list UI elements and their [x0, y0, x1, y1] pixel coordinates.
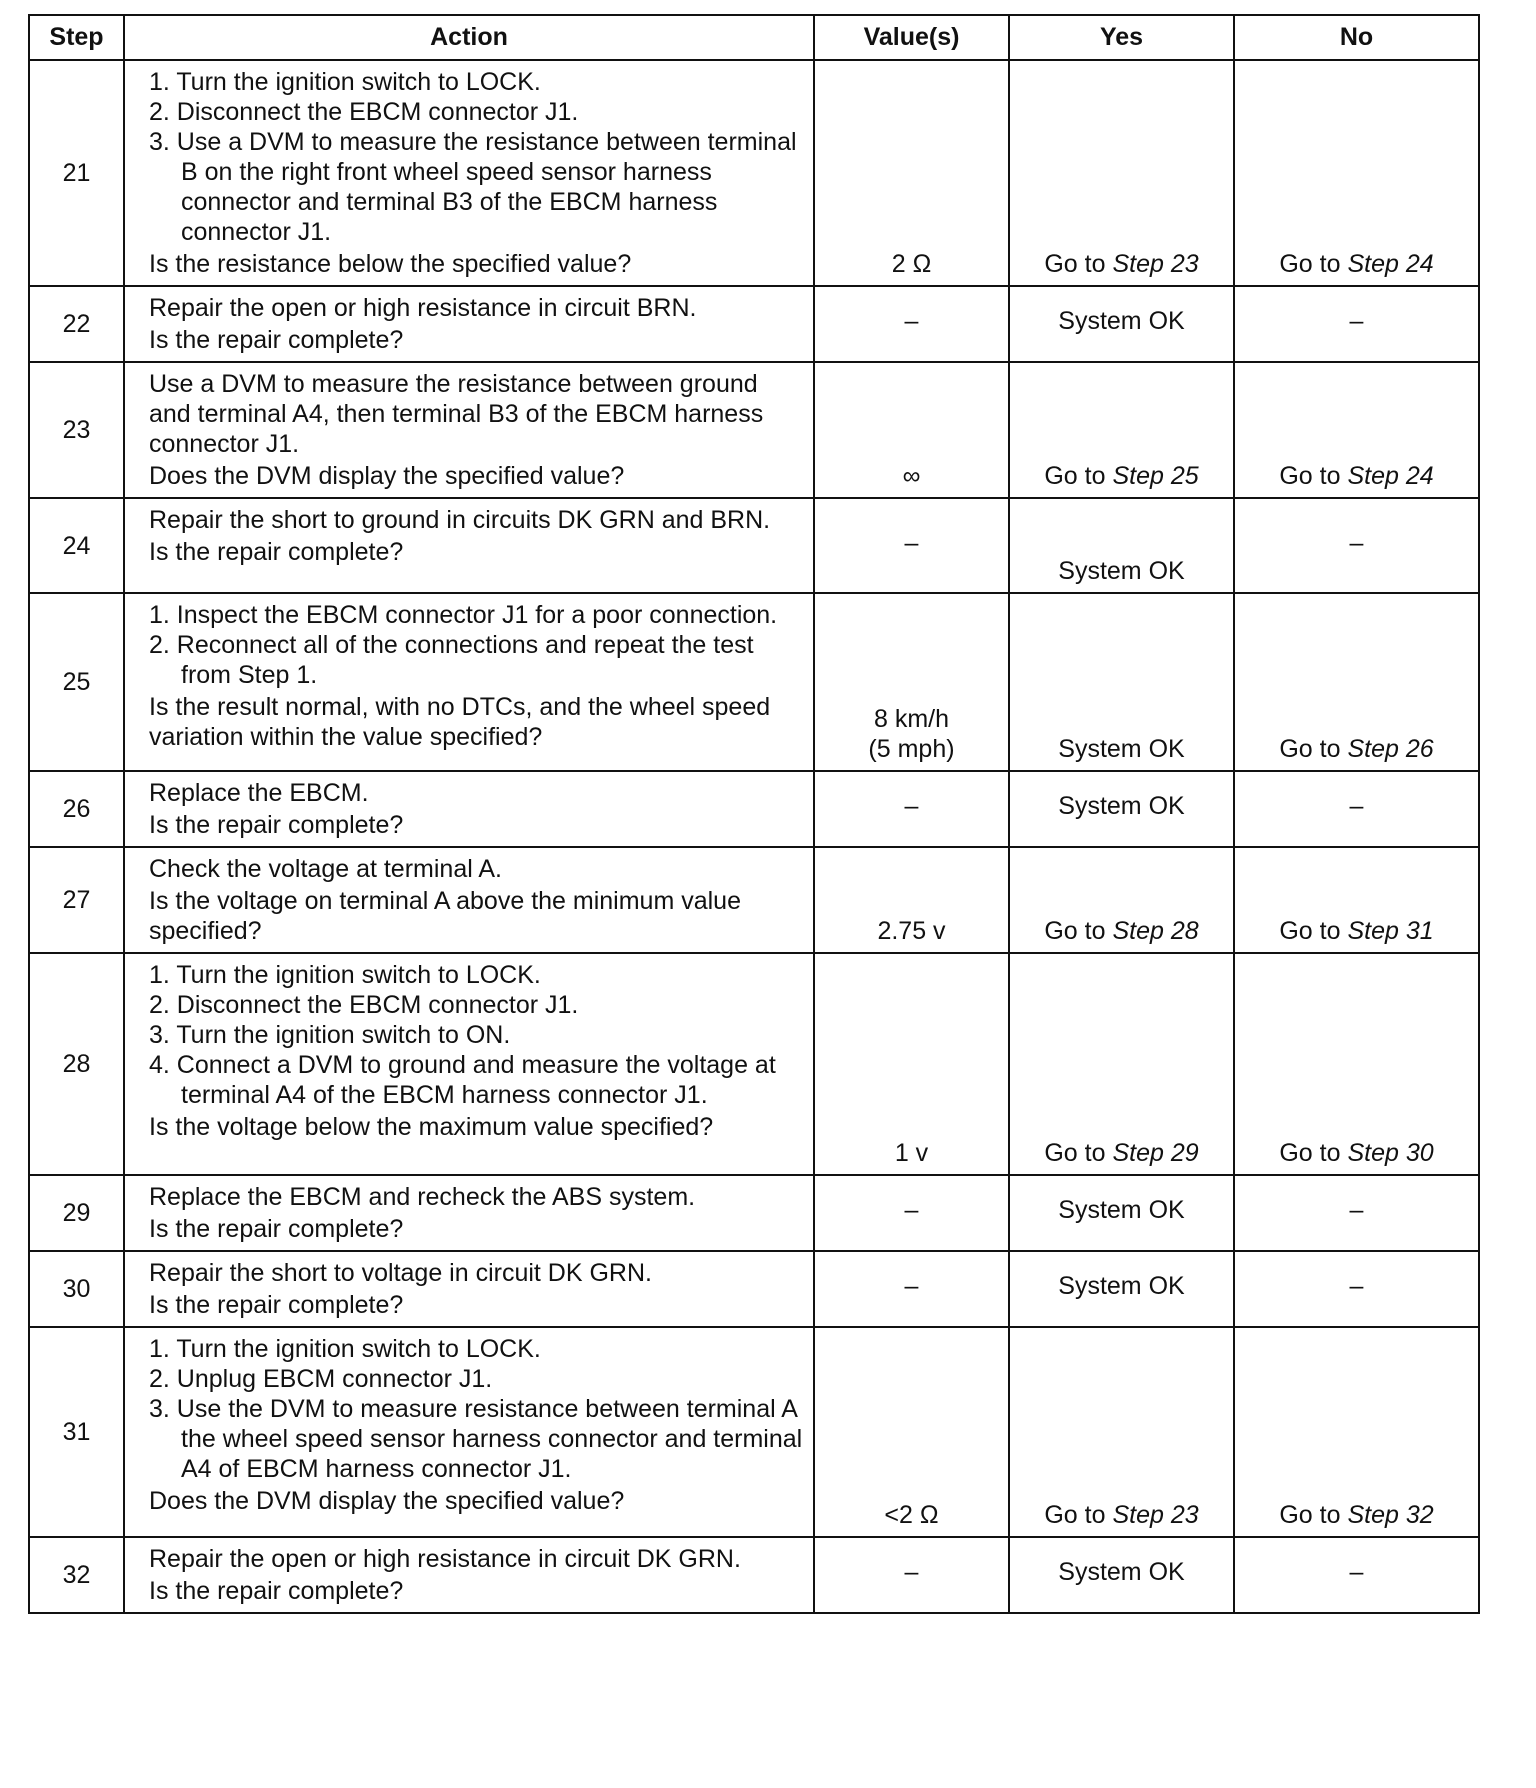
action-question: Is the repair complete?: [149, 1577, 404, 1605]
no-cell: –: [1234, 286, 1479, 362]
table-row: [29, 498, 1479, 593]
action-item: 1. Turn the ignition switch to LOCK.: [149, 1335, 541, 1363]
action-text: Repair the open or high resistance in circuit DK GRN.: [149, 1545, 741, 1573]
step-number: 27: [29, 847, 124, 953]
step-number: 25: [29, 593, 124, 771]
value-cell: 1 v: [814, 953, 1009, 1175]
value-cell: –: [814, 498, 1009, 593]
action-cell: [124, 1175, 814, 1251]
action-cell: [124, 593, 814, 771]
yes-cell: [1009, 1327, 1234, 1537]
action-text: Repair the short to ground in circuits DK GRN and BRN.: [149, 506, 771, 534]
value-cell: [814, 593, 1009, 771]
yes-cell: [1009, 847, 1234, 953]
yes-cell: System OK: [1009, 498, 1234, 593]
action-question: Is the resistance below the specified value?: [149, 250, 632, 278]
no-prefix: Go to: [1279, 917, 1341, 945]
step-number: 32: [29, 1537, 124, 1613]
value-cell: 2 Ω: [814, 60, 1009, 286]
step-number: 31: [29, 1327, 124, 1537]
no-step-link: Step 30: [1347, 1139, 1434, 1167]
action-text: Check the voltage at terminal A.: [149, 855, 502, 883]
header-action: Action: [124, 15, 814, 60]
action-cell: [124, 498, 814, 593]
no-cell: [1234, 1327, 1479, 1537]
step-number: 22: [29, 286, 124, 362]
action-question: Is the repair complete?: [149, 326, 404, 354]
step-number: 30: [29, 1251, 124, 1327]
no-prefix: Go to: [1279, 462, 1341, 490]
table-row: [29, 1537, 1479, 1613]
action-question: Is the voltage below the maximum value specified?: [149, 1113, 714, 1141]
action-cell: [124, 771, 814, 847]
step-number: 24: [29, 498, 124, 593]
value-line: (5 mph): [868, 735, 955, 763]
no-step-link: Step 26: [1347, 735, 1434, 763]
action-text: Repair the open or high resistance in circuit BRN.: [149, 294, 697, 322]
yes-prefix: Go to: [1044, 250, 1106, 278]
no-cell: [1234, 60, 1479, 286]
action-text: Replace the EBCM.: [149, 779, 369, 807]
action-cell: [124, 362, 814, 498]
no-cell: –: [1234, 1175, 1479, 1251]
header-values: Value(s): [814, 15, 1009, 60]
yes-cell: [1009, 953, 1234, 1175]
no-step-link: Step 24: [1347, 462, 1434, 490]
value-cell: –: [814, 1251, 1009, 1327]
action-item: 2. Disconnect the EBCM connector J1.: [149, 991, 579, 1019]
no-prefix: Go to: [1279, 1501, 1341, 1529]
action-cell: [124, 847, 814, 953]
action-question: Is the repair complete?: [149, 538, 404, 566]
action-item: 4. Connect a DVM to ground and measure the voltage at terminal A4 of the EBCM harness connector J1.: [149, 1051, 776, 1109]
action-cell: [124, 953, 814, 1175]
step-number: 23: [29, 362, 124, 498]
action-cell: [124, 1537, 814, 1613]
yes-prefix: Go to: [1044, 917, 1106, 945]
table-row: [29, 953, 1479, 1175]
header-step: Step: [29, 15, 124, 60]
yes-step-link: Step 23: [1112, 250, 1199, 278]
diagnostic-table: [28, 14, 1480, 1614]
action-text: Repair the short to voltage in circuit DK GRN.: [149, 1259, 652, 1287]
no-step-link: Step 31: [1347, 917, 1434, 945]
value-cell: 2.75 v: [814, 847, 1009, 953]
action-cell: [124, 286, 814, 362]
no-cell: [1234, 593, 1479, 771]
yes-prefix: Go to: [1044, 1501, 1106, 1529]
action-item: 3. Turn the ignition switch to ON.: [149, 1021, 511, 1049]
action-question: Is the repair complete?: [149, 1291, 404, 1319]
table-row: [29, 1327, 1479, 1537]
yes-cell: System OK: [1009, 771, 1234, 847]
no-cell: –: [1234, 1537, 1479, 1613]
action-item: 1. Inspect the EBCM connector J1 for a poor connection.: [149, 601, 778, 629]
step-number: 26: [29, 771, 124, 847]
table-row: [29, 60, 1479, 286]
step-number: 28: [29, 953, 124, 1175]
header-yes: Yes: [1009, 15, 1234, 60]
no-prefix: Go to: [1279, 250, 1341, 278]
action-question: Does the DVM display the specified value?: [149, 1487, 625, 1515]
step-number: 21: [29, 60, 124, 286]
value-cell: –: [814, 1537, 1009, 1613]
yes-prefix: Go to: [1044, 1139, 1106, 1167]
table-row: [29, 847, 1479, 953]
no-cell: –: [1234, 771, 1479, 847]
table-row: [29, 1251, 1479, 1327]
action-item: 3. Use a DVM to measure the resistance between terminal B on the right front wheel speed sensor harness connector and terminal B3 of the EBCM harness connector J1.: [149, 128, 797, 246]
action-item: 2. Disconnect the EBCM connector J1.: [149, 98, 579, 126]
no-step-link: Step 32: [1347, 1501, 1434, 1529]
header-no: No: [1234, 15, 1479, 60]
no-prefix: Go to: [1279, 1139, 1341, 1167]
yes-cell: System OK: [1009, 1251, 1234, 1327]
action-cell: [124, 60, 814, 286]
action-item: 3. Use the DVM to measure resistance between terminal A the wheel speed sensor harness connector and terminal A4 of EBCM harness connector J1.: [149, 1395, 803, 1483]
no-cell: [1234, 847, 1479, 953]
action-question: Is the result normal, with no DTCs, and the wheel speed variation within the value specified?: [149, 693, 771, 751]
header-row: [29, 15, 1479, 60]
table-row: [29, 286, 1479, 362]
yes-step-link: Step 23: [1112, 1501, 1199, 1529]
no-step-link: Step 24: [1347, 250, 1434, 278]
no-cell: –: [1234, 1251, 1479, 1327]
action-cell: [124, 1327, 814, 1537]
action-question: Is the repair complete?: [149, 1215, 404, 1243]
no-prefix: Go to: [1279, 735, 1341, 763]
action-item: 1. Turn the ignition switch to LOCK.: [149, 68, 541, 96]
value-cell: –: [814, 771, 1009, 847]
yes-cell: [1009, 60, 1234, 286]
value-cell: ∞: [814, 362, 1009, 498]
table-row: [29, 362, 1479, 498]
action-text: Replace the EBCM and recheck the ABS system.: [149, 1183, 696, 1211]
no-cell: –: [1234, 498, 1479, 593]
value-cell: <2 Ω: [814, 1327, 1009, 1537]
yes-step-link: Step 28: [1112, 917, 1199, 945]
yes-cell: System OK: [1009, 1175, 1234, 1251]
action-text: Use a DVM to measure the resistance between ground and terminal A4, then terminal B3 of the EBCM harness connector J1.: [149, 370, 764, 458]
action-question: Does the DVM display the specified value?: [149, 462, 625, 490]
action-item: 2. Unplug EBCM connector J1.: [149, 1365, 493, 1393]
value-cell: –: [814, 286, 1009, 362]
yes-prefix: Go to: [1044, 462, 1106, 490]
no-cell: [1234, 953, 1479, 1175]
action-cell: [124, 1251, 814, 1327]
table-row: [29, 771, 1479, 847]
no-cell: [1234, 362, 1479, 498]
table-row: [29, 593, 1479, 771]
step-number: 29: [29, 1175, 124, 1251]
yes-step-link: Step 29: [1112, 1139, 1199, 1167]
action-item: 1. Turn the ignition switch to LOCK.: [149, 961, 541, 989]
yes-cell: System OK: [1009, 1537, 1234, 1613]
value-line: 8 km/h: [873, 705, 950, 733]
yes-cell: System OK: [1009, 286, 1234, 362]
yes-cell: System OK: [1009, 593, 1234, 771]
action-question: Is the voltage on terminal A above the minimum value specified?: [149, 887, 741, 945]
yes-step-link: Step 25: [1112, 462, 1199, 490]
table-row: [29, 1175, 1479, 1251]
action-item: 2. Reconnect all of the connections and repeat the test from Step 1.: [149, 631, 754, 689]
value-cell: –: [814, 1175, 1009, 1251]
action-question: Is the repair complete?: [149, 811, 404, 839]
yes-cell: [1009, 362, 1234, 498]
